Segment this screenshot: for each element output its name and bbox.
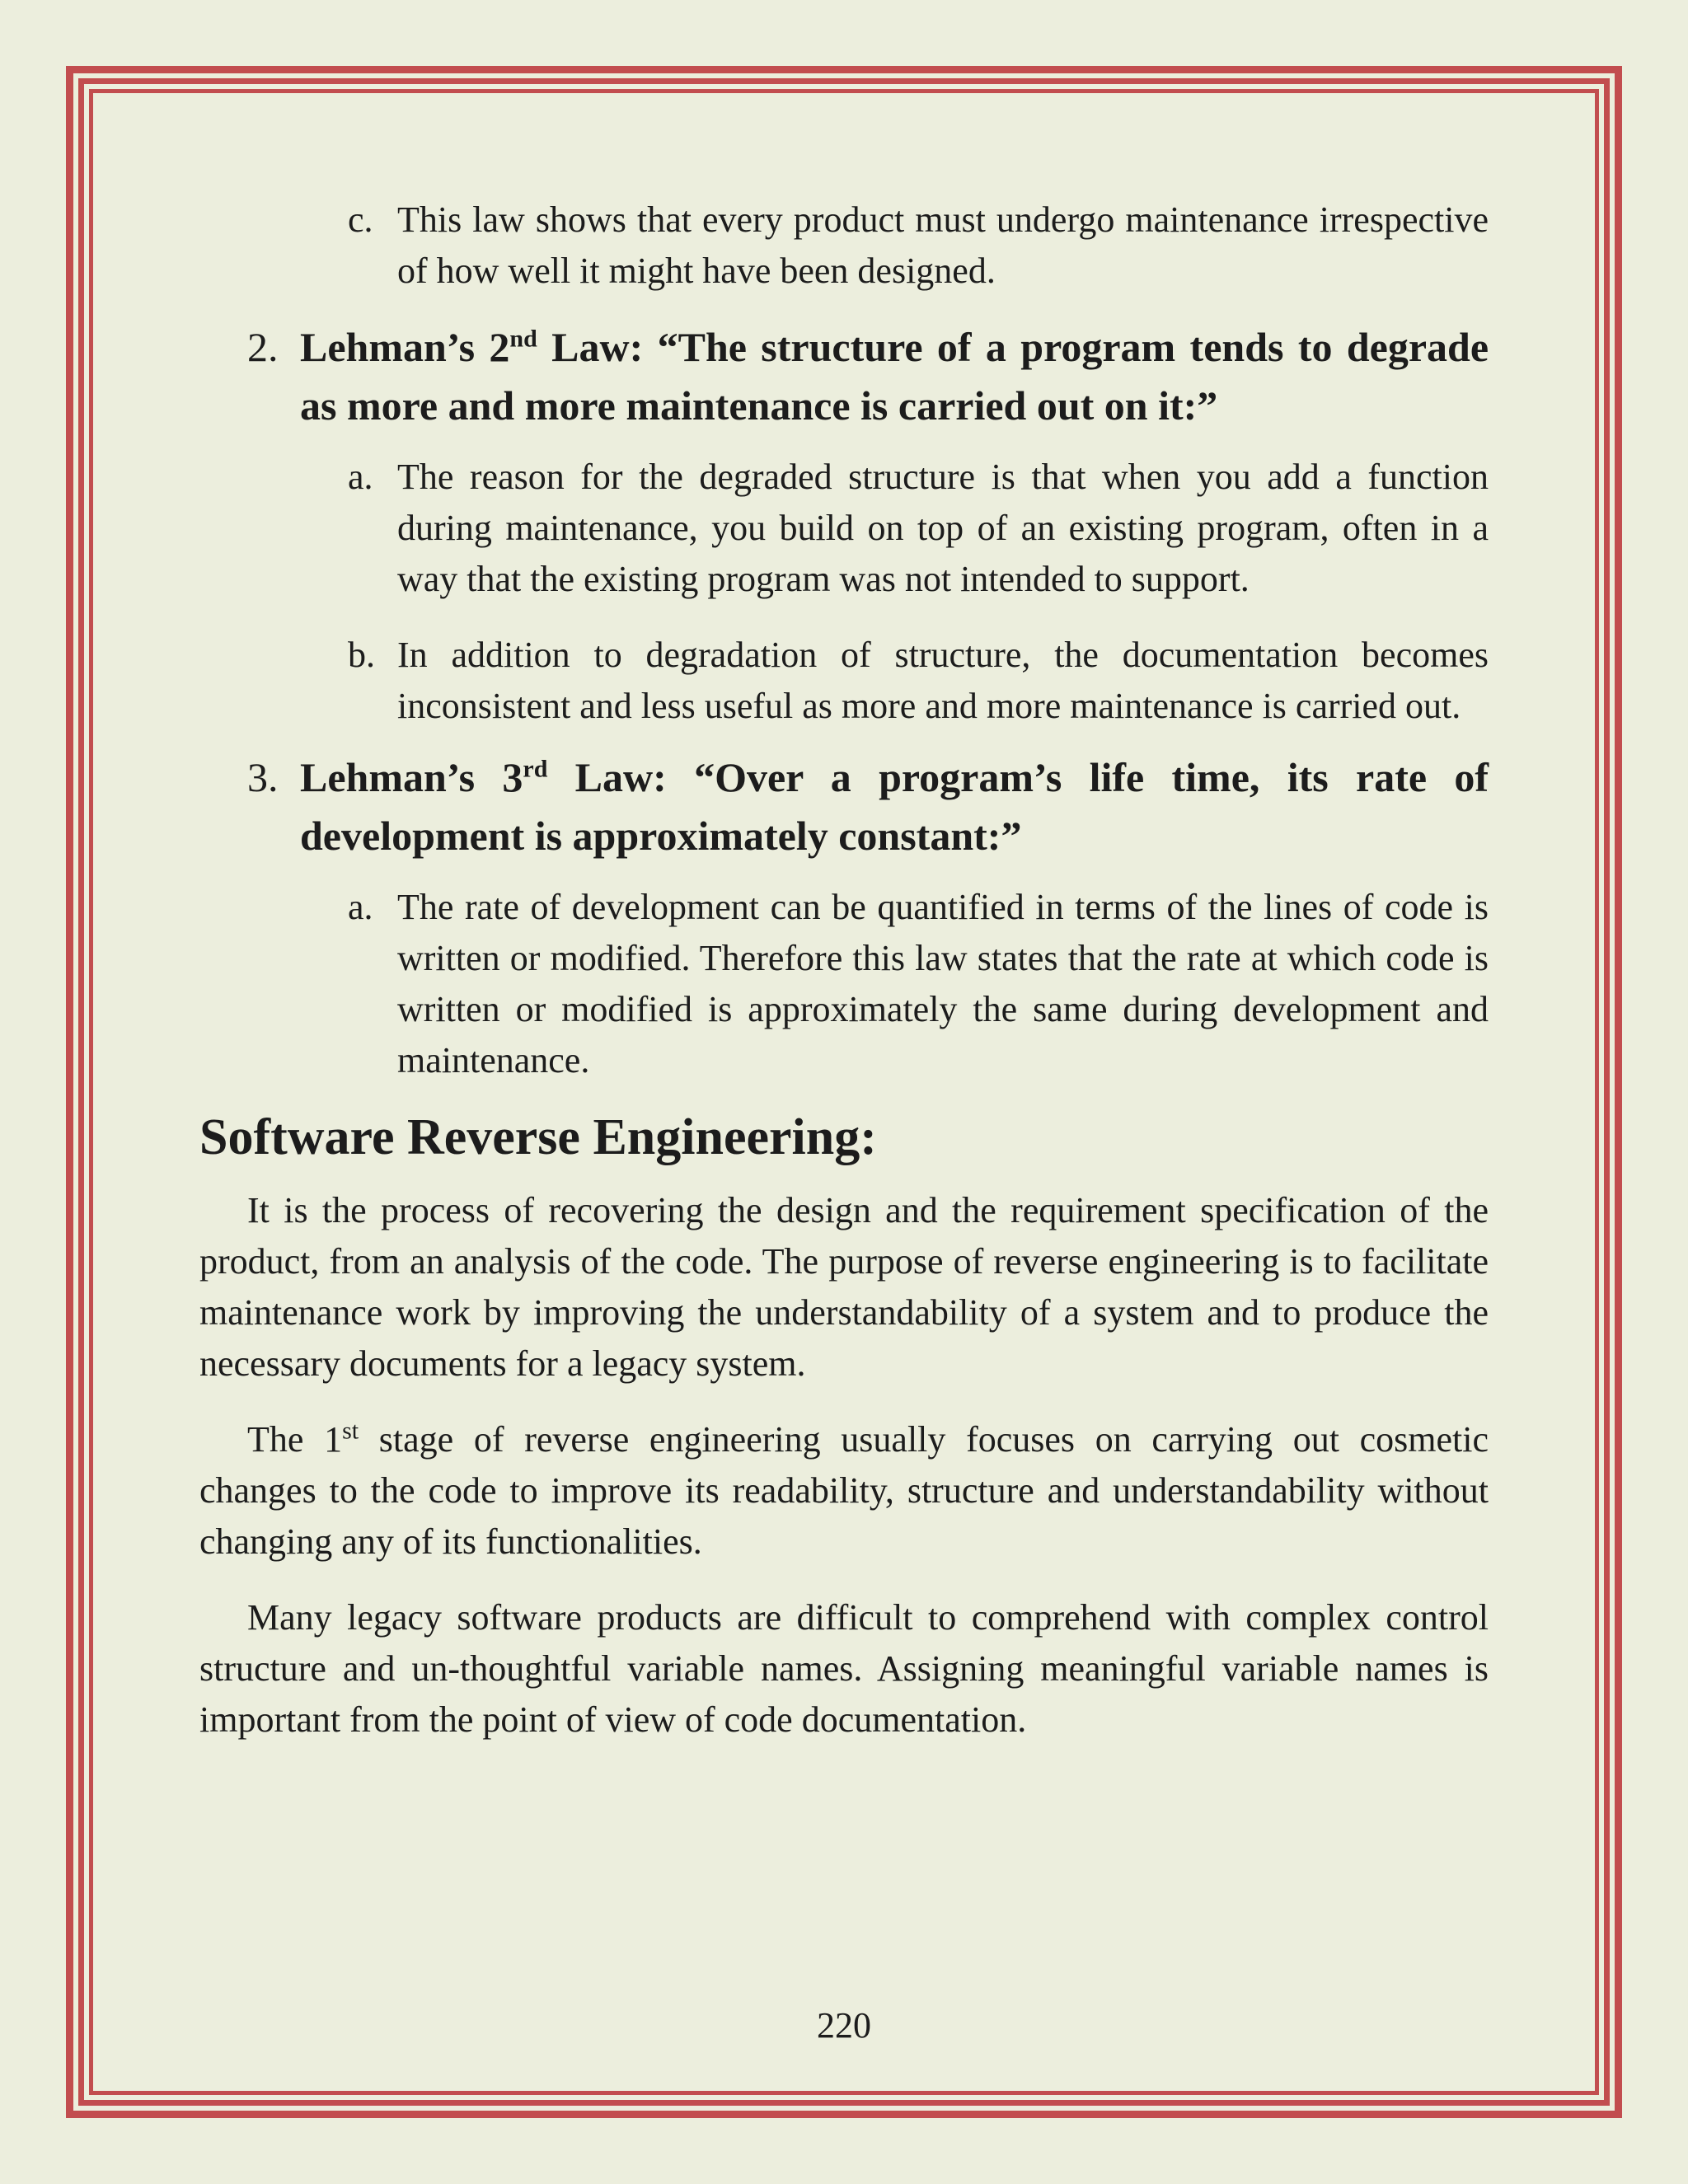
list-item-text: In addition to degradation of structure, the documentation becomes inconsistent and less useful as more and more maintenance is carried out. <box>397 635 1489 726</box>
law-number: 3. <box>247 754 279 800</box>
law-2-heading <box>247 318 1489 435</box>
page-number: 220 <box>817 2005 871 2046</box>
list-item-c <box>348 194 1489 297</box>
list-item-text: This law shows that every product must undergo maintenance irrespective of how well it might have been designed. <box>397 199 1489 291</box>
list-item-a <box>348 452 1489 605</box>
list-item-label: b. <box>348 635 375 675</box>
paragraph: The 1st stage of reverse engineering usually focuses on carrying out cosmetic changes to the code to improve its readability, structure and understandability without changing any of its functionalities. <box>199 1417 1489 1562</box>
law-3-heading <box>247 748 1489 865</box>
list-item-a <box>348 882 1489 1086</box>
law-number: 2. <box>247 324 279 370</box>
list-item-text: The reason for the degraded structure is that when you add a function during maintenance, you build on top of an existing program, often in a way that the existing program was not intended to support. <box>397 457 1489 599</box>
list-item-text: The rate of development can be quantified in terms of the lines of code is written or modified. Therefore this law states that the rate at which code is written or modified is approximately the same during development and maintenance. <box>397 887 1489 1080</box>
paragraph: Many legacy software products are difficult to comprehend with complex control structure and un-thoughtful variable names. Assigning meaningful variable names is important from the point of view of code documentation. <box>199 1597 1489 1740</box>
paragraph: It is the process of recovering the design and the requirement specification of the product, from an analysis of the code. The purpose of reverse engineering is to facilitate maintenance work by improving the understandability of a system and to produce the necessary documents for a legacy system. <box>199 1190 1489 1384</box>
list-item-b <box>348 630 1489 732</box>
page-content <box>199 194 1489 1746</box>
law-title: Lehman’s 2nd Law: “The structure of a program tends to degrade as more and more maintenance is carried out on it:” <box>300 324 1489 429</box>
list-item-label: a. <box>348 887 373 927</box>
list-item-label: c. <box>348 199 373 240</box>
law-title: Lehman’s 3rd Law: “Over a program’s life time, its rate of development is approximately constant:” <box>300 754 1489 859</box>
section-heading: Software Reverse Engineering: <box>199 1109 877 1165</box>
list-item-label: a. <box>348 457 373 497</box>
